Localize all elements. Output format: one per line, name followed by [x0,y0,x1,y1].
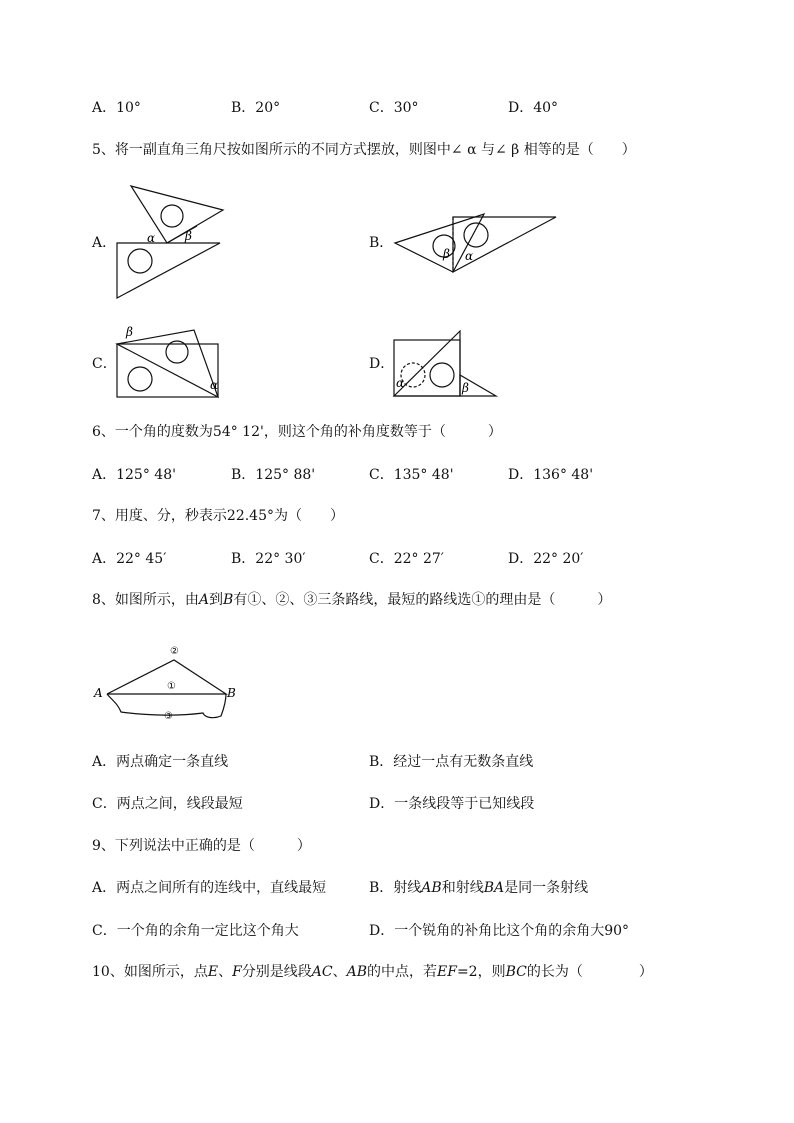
q8-stem-part: 有①、②、③三条路线，最短的路线选①的理由是（ ） [233,592,612,608]
q4-option-c: C．30° [369,100,419,116]
q8-point-a: A [198,592,210,608]
q10-part: 、 [332,964,347,980]
q8-label-a: A [94,686,103,700]
q8-option-b: B．经过一点有无数条直线 [369,754,534,770]
q8-option-c: C．两点之间，线段最短 [92,796,243,812]
q7-stem: 7、用度、分，秒表示22.45°为（ ） [92,508,344,524]
q6-option-a: A．125° 48' [92,467,176,483]
q8-option-a: A．两点确定一条直线 [92,754,229,770]
q5c-beta: β [126,325,133,339]
q4-option-d: D．40° [508,100,559,116]
q5-stem: 5、将一副直角三角尺按如图所示的不同方式摆放，则图中∠ α 与∠ β 相等的是（ ） [92,142,636,158]
q8-route-3: ③ [164,711,173,722]
q9-option-d: D．一个锐角的补角比这个角的余角大90° [369,923,630,939]
q5b-beta: β [443,247,450,261]
q9-option-a: A．两点之间所有的连线中，直线最短 [92,880,327,896]
q5d-alpha: α [396,376,405,390]
q5d-beta: β [462,381,469,395]
q9-stem: 9、下列说法中正确的是（ ） [92,838,311,854]
q5-label-d: D． [369,356,395,372]
q8-route-2: ② [170,646,179,657]
q9-option-b [369,878,588,898]
q4-option-b: B．20° [231,100,281,116]
q5-label-c: C． [92,356,117,372]
q4-option-a: A．10° [92,100,141,116]
q7-option-c: C．22° 27′ [369,551,444,567]
q8-option-d: D．一条线段等于已知线段 [369,796,535,812]
q8-route-1: ① [167,681,176,692]
q8-stem-part: 到 [209,592,224,608]
q5-label-b: B． [369,235,394,251]
q10-part: 10、如图所示，点 [92,964,208,980]
q6-stem: 6、一个角的度数为54° 12'，则这个角的补角度数等于（ ） [92,424,502,440]
q9-b-part: 是同一条射线 [504,880,589,896]
q10-part: 的长为（ ） [526,964,653,980]
q5-label-a: A． [92,235,117,251]
q10-part: =2，则 [456,964,506,980]
q5a-alpha: α [147,231,156,245]
q7-option-d: D．22° 20′ [508,551,584,567]
q9-b-part: B．射线 [369,880,422,896]
q9-ray-ba: BA [483,880,505,896]
q10-point-f: F [232,964,242,980]
q5b-alpha: α [465,249,474,263]
q5c-alpha: α [210,378,219,392]
q6-option-d: D．136° 48' [508,467,594,483]
q10-part: 的中点，若 [367,964,438,980]
q8-point-b: B [223,592,234,608]
q10-seg-ab: AB [346,964,368,980]
q6-option-c: C．135° 48' [369,467,454,483]
q10-seg-bc: BC [505,964,527,980]
q7-option-a: A．22° 45′ [92,551,167,567]
q9-b-part: 和射线 [441,880,484,896]
q10-stem [92,962,653,982]
q10-seg-ef: EF [437,964,457,980]
q10-part: 分别是线段 [241,964,312,980]
q9-ray-ab: AB [421,880,442,896]
q5a-beta: β [185,229,192,243]
q7-option-b: B．22° 30′ [231,551,306,567]
q10-seg-ac: AC [311,964,333,980]
q10-part: 、 [218,964,233,980]
q8-stem-part: 8、如图所示，由 [92,592,199,608]
q8-label-b: B [227,686,236,700]
q9-option-c: C．一个角的余角一定比这个角大 [92,923,299,939]
q10-point-e: E [207,964,219,980]
q6-option-b: B．125° 88' [231,467,316,483]
